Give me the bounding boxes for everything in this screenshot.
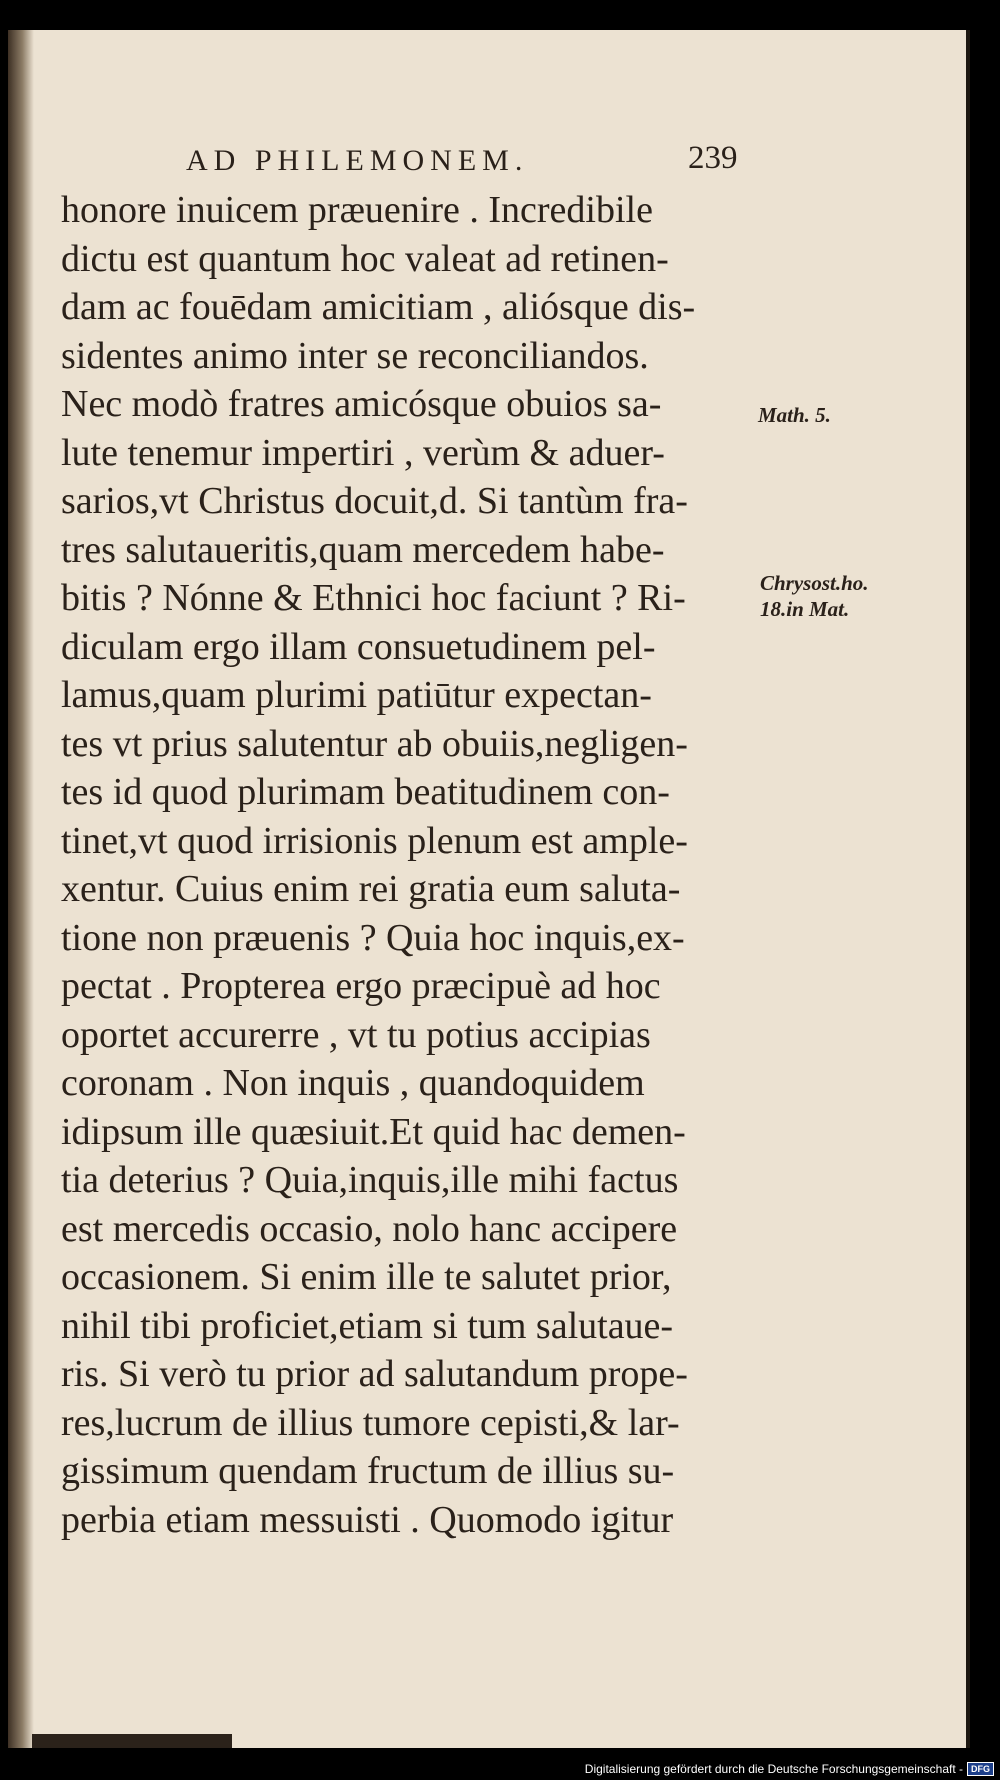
margin-note-chrysostom-line1: Chrysost.ho. <box>760 571 869 595</box>
text-line: tia deterius ? Quia,inquis,ille mihi factus <box>61 1159 679 1201</box>
text-line: honore inuicem præuenire . Incredibile <box>61 189 653 231</box>
text-line: dictu est quantum hoc valeat ad retinen- <box>61 237 669 280</box>
text-line: lamus,quam plurimi patiūtur expectan- <box>61 674 652 716</box>
text-line: diculam ergo illam consuetudinem pel- <box>61 625 656 668</box>
text-line: lute tenemur impertiri , verùm & aduer- <box>61 431 665 474</box>
margin-note-math <box>758 402 831 428</box>
text-line: gissimum quendam fructum de illius su- <box>61 1450 675 1492</box>
text-line: xentur. Cuius enim rei gratia eum saluta- <box>61 868 681 910</box>
text-line: res,lucrum de illius tumore cepisti,& lar- <box>61 1401 680 1444</box>
text-line: idipsum ille quæsiuit.Et quid hac demen- <box>61 1110 686 1153</box>
text-line: Nec modò fratres amicósque obuios sa- <box>61 383 662 425</box>
page-number: 239 <box>688 140 738 176</box>
page-spine-shadow <box>8 30 34 1748</box>
body-text <box>61 186 751 1544</box>
text-line: coronam . Non inquis , quandoquidem <box>61 1062 645 1104</box>
margin-note-math-text: Math. 5. <box>758 403 831 427</box>
book-page <box>8 30 970 1748</box>
text-line: pectat . Propterea ergo præcipuè ad hoc <box>61 965 661 1007</box>
text-line: est mercedis occasio, nolo hanc accipere <box>61 1207 678 1250</box>
text-line: tinet,vt quod irrisionis plenum est ample- <box>61 819 688 862</box>
running-head: AD PHILEMONEM. <box>186 144 529 177</box>
dfg-logo: DFG <box>967 1762 994 1776</box>
text-line: ris. Si verò tu prior ad salutandum prope- <box>61 1353 688 1395</box>
text-line: tes vt prius salutentur ab obuiis,negligen- <box>61 722 688 765</box>
text-line: tes id quod plurimam beatitudinem con- <box>61 771 670 813</box>
text-line: sidentes animo inter se reconciliandos. <box>61 334 649 377</box>
text-line: perbia etiam messuisti . Quomodo igitur <box>61 1498 674 1541</box>
text-line: tione non præuenis ? Quia hoc inquis,ex- <box>61 916 685 959</box>
text-line: dam ac fouēdam amicitiam , aliósque dis- <box>61 286 696 328</box>
text-line: oportet accurerre , vt tu potius accipias <box>61 1013 651 1056</box>
page-bottom-edge <box>32 1734 232 1748</box>
text-line: occasionem. Si enim ille te salutet prior, <box>61 1256 672 1298</box>
text-line: bitis ? Nónne & Ethnici hoc faciunt ? Ri- <box>61 577 686 619</box>
footer-credit: Digitalisierung gefördert durch die Deutsche Forschungsgemeinschaft - <box>584 1762 963 1776</box>
text-line: nihil tibi proficiet,etiam si tum salutaue- <box>61 1304 674 1347</box>
margin-note-chrysostom-line2: 18.in Mat. <box>760 597 850 621</box>
text-line: tres salutaueritis,quam mercedem habe- <box>61 528 665 571</box>
page-header <box>8 120 966 177</box>
digitization-footer <box>585 1762 994 1776</box>
margin-note-chrysostom <box>760 570 869 622</box>
text-line: sarios,vt Christus docuit,d. Si tantùm fra- <box>61 480 688 522</box>
